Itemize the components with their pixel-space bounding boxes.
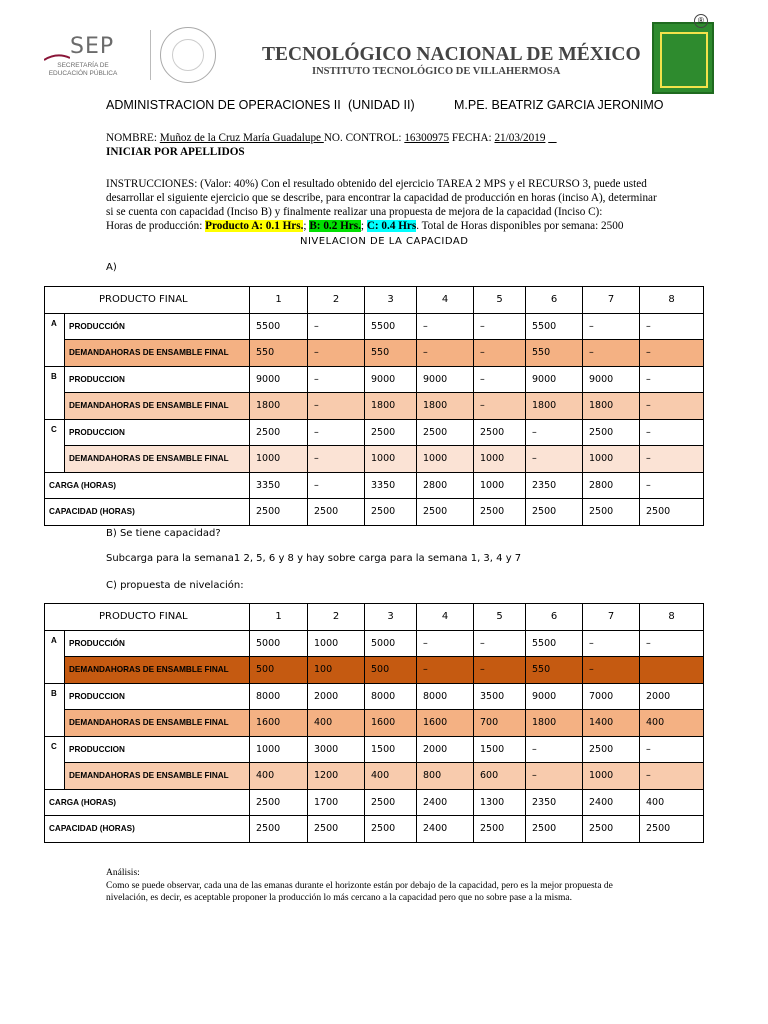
table-cell: 2500 — [365, 419, 417, 446]
table-row — [45, 710, 704, 737]
institute-subtitle: INSTITUTO TECNOLÓGICO DE VILLAHERMOSA — [312, 66, 561, 77]
table-row — [45, 313, 704, 340]
table-cell: 1000 — [250, 446, 308, 473]
table-cell: 9000 — [526, 366, 583, 393]
table-cell: 2500 — [474, 816, 526, 843]
table-cell: – — [640, 446, 704, 473]
table-cell: 1800 — [417, 393, 474, 420]
row-label: PRODUCCIÓN — [65, 313, 250, 340]
table-cell: – — [417, 340, 474, 367]
row-label: PRODUCCION — [65, 419, 250, 446]
table-cell: 2500 — [640, 499, 704, 526]
row-label: PRODUCCIÓN — [65, 630, 250, 657]
hours-product-c: C: 0.4 Hrs — [366, 220, 417, 232]
product-letter: B — [45, 683, 65, 736]
row-label: CARGA (HORAS) — [45, 472, 250, 499]
table-cell: 2500 — [250, 499, 308, 526]
table-row — [45, 366, 704, 393]
table-cell: 400 — [250, 763, 308, 790]
table-cell: – — [583, 657, 640, 684]
table-cell: 1000 — [583, 763, 640, 790]
week-header: 4 — [417, 287, 474, 314]
table-cell: 400 — [365, 763, 417, 790]
table-row — [45, 419, 704, 446]
sep-logo-icon — [44, 52, 70, 62]
course-teacher: M.PE. BEATRIZ GARCIA JERONIMO — [454, 98, 664, 112]
table-cell: 400 — [640, 789, 704, 816]
table-cell: 2400 — [417, 789, 474, 816]
table-row — [45, 472, 704, 499]
sep-subtitle: SECRETARÍA DE EDUCACIÓN PÚBLICA — [48, 62, 118, 77]
table-cell: 550 — [526, 657, 583, 684]
hours-product-a: Producto A: 0.1 Hrs. — [205, 220, 304, 232]
table-cell: 8000 — [365, 683, 417, 710]
table-row — [45, 683, 704, 710]
product-letter: A — [45, 313, 65, 366]
week-header: 7 — [583, 604, 640, 631]
table-cell: – — [526, 419, 583, 446]
analysis-line1: Como se puede observar, cada una de las emanas durante el horizonte están por debajo de la capacidad, pero es la mejor propuesta de — [106, 880, 613, 891]
table-row — [45, 393, 704, 420]
table-cell: 9000 — [583, 366, 640, 393]
section-title: NIVELACION DE LA CAPACIDAD — [300, 236, 469, 247]
course-subject: ADMINISTRACION DE OPERACIONES II — [106, 98, 341, 112]
table-cell: 1600 — [365, 710, 417, 737]
table-cell: – — [640, 366, 704, 393]
week-header: 8 — [640, 287, 704, 314]
sep-logo-text: SEP — [70, 34, 115, 59]
table-cell: – — [640, 630, 704, 657]
table-row — [45, 630, 704, 657]
row-label: DEMANDAHORAS DE ENSAMBLE FINAL — [65, 763, 250, 790]
table-cell: 2000 — [308, 683, 365, 710]
table-cell: – — [583, 340, 640, 367]
table-cell: – — [308, 419, 365, 446]
table-cell: 2500 — [365, 789, 417, 816]
table-cell: – — [308, 446, 365, 473]
row-label: CAPACIDAD (HORAS) — [45, 499, 250, 526]
label-b: B) Se tiene capacidad? — [106, 528, 221, 539]
hours-suffix: . Total de Horas disponibles por semana: 2500 — [416, 220, 624, 232]
table-cell: 2350 — [526, 789, 583, 816]
table-cell: 1800 — [526, 710, 583, 737]
table-row — [45, 499, 704, 526]
table-cell: – — [417, 630, 474, 657]
table-cell: – — [474, 393, 526, 420]
table-cell: 2500 — [640, 816, 704, 843]
table-cell: 2800 — [417, 472, 474, 499]
table-cell: 5500 — [250, 313, 308, 340]
table-cell: 2500 — [474, 419, 526, 446]
table-cell: 800 — [417, 763, 474, 790]
table-cell: – — [583, 313, 640, 340]
instructions-line1: INSTRUCCIONES: (Valor: 40%) Con el resultado obtenido del ejercicio TAREA 2 MPS y el RECURSO 3, puede usted — [106, 178, 647, 190]
week-header: 8 — [640, 604, 704, 631]
week-header: 2 — [308, 604, 365, 631]
table-cell: 1200 — [308, 763, 365, 790]
table-cell: 2500 — [474, 499, 526, 526]
table-row — [45, 657, 704, 684]
table-row — [45, 736, 704, 763]
table-cell: 5000 — [365, 630, 417, 657]
row-label: CARGA (HORAS) — [45, 789, 250, 816]
table-cell: 2500 — [583, 499, 640, 526]
row-label: DEMANDAHORAS DE ENSAMBLE FINAL — [65, 657, 250, 684]
table-cell: 2500 — [583, 736, 640, 763]
table-cell: – — [640, 736, 704, 763]
hours-product-b: B: 0.2 Hrs. — [309, 220, 361, 232]
week-header: 2 — [308, 287, 365, 314]
table-cell: 5500 — [365, 313, 417, 340]
analysis-block — [106, 867, 613, 905]
table-cell: – — [474, 630, 526, 657]
table-cell — [640, 657, 704, 684]
instructions-line2: desarrollar el siguiente ejercicio que se describe, para encontrar la capacidad de producción en horas (inciso A), determinar — [106, 192, 657, 204]
table-cell: – — [526, 763, 583, 790]
table-cell: 8000 — [250, 683, 308, 710]
table-cell: 7000 — [583, 683, 640, 710]
table-cell: 5000 — [250, 630, 308, 657]
label-a: A) — [106, 262, 117, 273]
table-cell: 2500 — [250, 419, 308, 446]
hours-separator: ; — [303, 220, 310, 232]
table-cell: 1000 — [308, 630, 365, 657]
week-header: 5 — [474, 287, 526, 314]
table-cell: 2000 — [417, 736, 474, 763]
row-label: CAPACIDAD (HORAS) — [45, 816, 250, 843]
table-cell: 2400 — [417, 816, 474, 843]
table-cell: 550 — [365, 340, 417, 367]
table-cell: 1400 — [583, 710, 640, 737]
header-product: PRODUCTO FINAL — [45, 287, 250, 314]
table-cell: 1500 — [365, 736, 417, 763]
table-cell: 3500 — [474, 683, 526, 710]
table-row — [45, 763, 704, 790]
analysis-line2: nivelación, es decir, es aceptable proponer la producción lo más cercano a la capacidad pero que no sobre pase a la misma. — [106, 893, 572, 903]
table-row — [45, 816, 704, 843]
table-cell: – — [640, 340, 704, 367]
instructions-line3: si se cuenta con capacidad (Inciso B) y finalmente realizar una propuesta de mejora de la capacidad (Inciso C): — [106, 206, 603, 218]
row-label: DEMANDAHORAS DE ENSAMBLE FINAL — [65, 446, 250, 473]
table-cell: 9000 — [526, 683, 583, 710]
table-cell: – — [640, 393, 704, 420]
capacity-table-c — [44, 603, 704, 843]
institution-title: TECNOLÓGICO NACIONAL DE MÉXICO — [262, 44, 641, 65]
table-cell: 2800 — [583, 472, 640, 499]
table-cell: 1000 — [474, 446, 526, 473]
table-cell: 1000 — [250, 736, 308, 763]
table-cell: 1800 — [365, 393, 417, 420]
table-cell: 400 — [640, 710, 704, 737]
table-cell: 9000 — [250, 366, 308, 393]
table-cell: 1800 — [250, 393, 308, 420]
table-cell: 1600 — [250, 710, 308, 737]
table-cell: 3000 — [308, 736, 365, 763]
table-cell: 100 — [308, 657, 365, 684]
table-cell: 9000 — [417, 366, 474, 393]
production-hours-line — [106, 219, 623, 233]
table-cell: 700 — [474, 710, 526, 737]
date-label: FECHA: — [451, 132, 492, 144]
label-c: C) propuesta de nivelación: — [106, 580, 244, 591]
table-cell: 5500 — [526, 630, 583, 657]
table-cell: – — [308, 393, 365, 420]
product-letter: B — [45, 366, 65, 419]
table-cell: 1700 — [308, 789, 365, 816]
date-value: 21/03/2019 — [494, 132, 546, 144]
control-value: 16300975 — [404, 132, 450, 144]
table-cell: 2500 — [308, 499, 365, 526]
table-cell: 2500 — [417, 419, 474, 446]
name-label: NOMBRE: — [106, 132, 157, 144]
week-header: 3 — [365, 287, 417, 314]
table-header-row — [45, 287, 704, 314]
week-header: 7 — [583, 287, 640, 314]
table-cell: 2500 — [417, 499, 474, 526]
row-label: PRODUCCION — [65, 683, 250, 710]
table-cell: – — [640, 313, 704, 340]
table-cell: 1000 — [365, 446, 417, 473]
surname-note: INICIAR POR APELLIDOS — [106, 146, 245, 158]
control-label: NO. CONTROL: — [323, 132, 402, 144]
row-label: DEMANDAHORAS DE ENSAMBLE FINAL — [65, 710, 250, 737]
hours-prefix: Horas de producción: — [106, 220, 206, 232]
table-cell: 600 — [474, 763, 526, 790]
table-cell: 2350 — [526, 472, 583, 499]
table-cell: – — [417, 313, 474, 340]
table-cell: 2500 — [250, 789, 308, 816]
table-cell: – — [474, 340, 526, 367]
product-letter: C — [45, 419, 65, 472]
week-header: 4 — [417, 604, 474, 631]
product-letter: C — [45, 736, 65, 789]
student-line — [106, 131, 557, 145]
table-cell: 500 — [365, 657, 417, 684]
table-cell: – — [308, 313, 365, 340]
table-cell: – — [308, 340, 365, 367]
table-cell: 2500 — [250, 816, 308, 843]
table-row — [45, 340, 704, 367]
tec-logo-shield — [660, 32, 708, 88]
table-cell: – — [640, 419, 704, 446]
answer-b: Subcarga para la semana1 2, 5, 6 y 8 y hay sobre carga para la semana 1, 3, 4 y 7 — [106, 553, 522, 564]
table-header-row — [45, 604, 704, 631]
table-row — [45, 446, 704, 473]
analysis-title: Análisis: — [106, 868, 140, 878]
registered-badge: ® — [694, 14, 708, 28]
table-cell: 1800 — [583, 393, 640, 420]
table-cell: 400 — [308, 710, 365, 737]
table-cell: 8000 — [417, 683, 474, 710]
table-cell: – — [640, 763, 704, 790]
week-header: 6 — [526, 604, 583, 631]
header-product: PRODUCTO FINAL — [45, 604, 250, 631]
table-cell: 1000 — [583, 446, 640, 473]
table-cell: 500 — [250, 657, 308, 684]
week-header: 5 — [474, 604, 526, 631]
hours-separator: ; — [360, 220, 367, 232]
row-label: DEMANDAHORAS DE ENSAMBLE FINAL — [65, 393, 250, 420]
table-row — [45, 789, 704, 816]
week-header: 1 — [250, 604, 308, 631]
table-cell: 1500 — [474, 736, 526, 763]
table-cell: 550 — [250, 340, 308, 367]
row-label: DEMANDAHORAS DE ENSAMBLE FINAL — [65, 340, 250, 367]
row-label: PRODUCCION — [65, 736, 250, 763]
table-cell: 2500 — [526, 816, 583, 843]
header-divider — [150, 30, 151, 80]
table-cell: 1800 — [526, 393, 583, 420]
name-value: Muñoz de la Cruz María Guadalupe — [159, 132, 324, 144]
table-cell: – — [474, 657, 526, 684]
table-cell: – — [308, 366, 365, 393]
table-cell: – — [474, 313, 526, 340]
table-cell: 2500 — [365, 499, 417, 526]
row-label: PRODUCCION — [65, 366, 250, 393]
table-cell: – — [583, 630, 640, 657]
course-unit: (UNIDAD II) — [348, 98, 415, 112]
table-cell: 2500 — [365, 816, 417, 843]
table-cell: – — [308, 472, 365, 499]
table-cell: 2000 — [640, 683, 704, 710]
table-cell: 2500 — [526, 499, 583, 526]
table-cell: 2500 — [308, 816, 365, 843]
table-cell: 5500 — [526, 313, 583, 340]
table-cell: 550 — [526, 340, 583, 367]
table-cell: 1000 — [417, 446, 474, 473]
table-cell: 2500 — [583, 816, 640, 843]
product-letter: A — [45, 630, 65, 683]
seal-inner-ring — [172, 39, 204, 71]
table-cell: – — [526, 736, 583, 763]
table-cell: – — [640, 472, 704, 499]
table-cell: 2400 — [583, 789, 640, 816]
week-header: 6 — [526, 287, 583, 314]
table-cell: 3350 — [250, 472, 308, 499]
week-header: 1 — [250, 287, 308, 314]
table-cell: – — [417, 657, 474, 684]
table-cell: – — [474, 366, 526, 393]
table-cell: 1000 — [474, 472, 526, 499]
table-cell: 1600 — [417, 710, 474, 737]
week-header: 3 — [365, 604, 417, 631]
table-cell: 9000 — [365, 366, 417, 393]
table-cell: 2500 — [583, 419, 640, 446]
table-cell: 1300 — [474, 789, 526, 816]
table-cell: 3350 — [365, 472, 417, 499]
table-cell: – — [526, 446, 583, 473]
capacity-table-a — [44, 286, 704, 526]
